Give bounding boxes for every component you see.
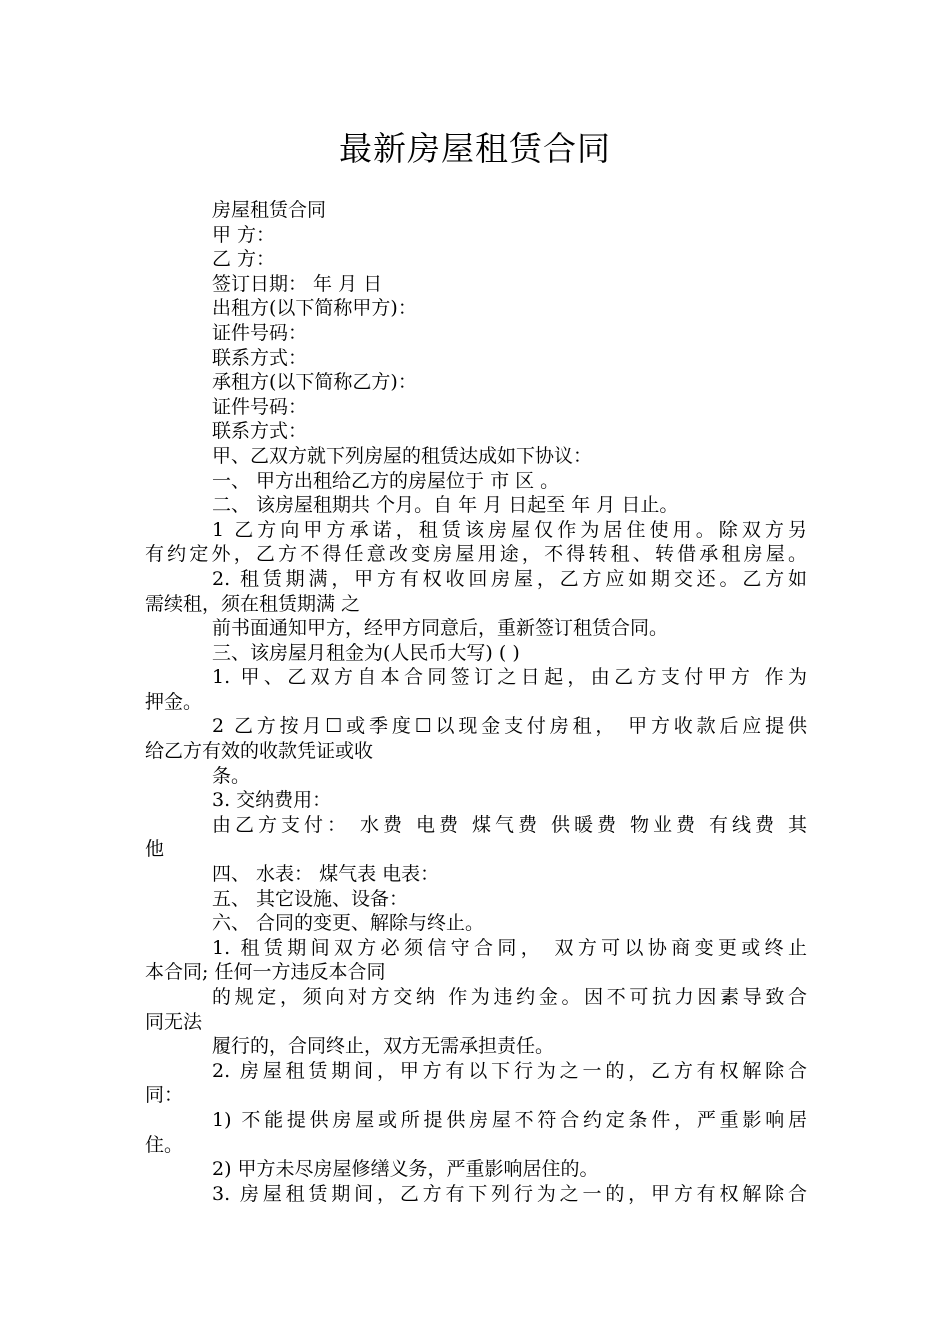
clause-1-line: 一、 甲方出租给乙方的房屋位于 市 区 。: [212, 469, 560, 492]
clause-6-item-2-sub-1-line: 1) 不能提供房屋或所提供房屋不符合约定条件，严重影响居: [212, 1108, 807, 1131]
signing-date-line: 签订日期： 年 月 日: [212, 272, 383, 295]
fees-list-line: 由乙方支付： 水费 电费 煤气费 供暖费 物业费 有线费 其: [212, 813, 807, 836]
clause-3-item-2-line: 2 乙方按月☐或季度☐以现金支付房租， 甲方收款后应提供: [212, 715, 807, 738]
contract-body: [145, 198, 807, 1206]
party-a-line: 甲 方：: [212, 223, 276, 246]
clause-6-item-1-cont2-line: 的规定，须向对方交纳 作为违约金。因不可抗力因素导致合: [212, 986, 807, 1008]
clause-6-item-1-cont3-line: 同无法: [145, 1010, 203, 1033]
lessee-line: 承租方(以下简称乙方)：: [212, 371, 417, 394]
clause-3-line: 三、该房屋月租金为(人民币大写) ( ): [212, 641, 520, 664]
clause-2-item-2-line: 2. 租赁期满，甲方有权收回房屋，乙方应如期交还。乙方如: [212, 567, 807, 590]
clause-6-line: 六、 合同的变更、解除与终止。: [212, 912, 485, 935]
clause-6-item-3-line: 3. 房屋租赁期间，乙方有下列行为之一的，甲方有权解除合: [212, 1182, 807, 1205]
clause-4-line: 四、 水表： 煤气表 电表：: [212, 863, 440, 886]
clause-3-item-1-cont-line: 押金。: [145, 690, 203, 713]
clause-5-line: 五、 其它设施、设备：: [212, 887, 409, 910]
clause-6-item-1-cont4-line: 履行的，合同终止，双方无需承担责任。: [212, 1035, 555, 1058]
clause-3-item-2-cont-line: 给乙方有效的收款凭证或收: [145, 740, 374, 763]
subtitle-line: 房屋租赁合同: [212, 199, 327, 221]
clause-2-line: 二、 该房屋租期共 个月。自 年 月 日起至 年 月 日止。: [212, 494, 679, 517]
page-title: 最新房屋租赁合同: [339, 129, 611, 168]
clause-6-item-2-sub-1-cont-line: 住。: [145, 1133, 184, 1156]
lessor-line: 出租方(以下简称甲方)：: [212, 297, 417, 320]
lessor-contact-line: 联系方式：: [212, 346, 308, 369]
clause-6-item-2-cont-line: 同：: [145, 1084, 184, 1107]
lessee-id-line: 证件号码：: [212, 395, 308, 418]
clause-6-item-2-line: 2. 房屋租赁期间，甲方有以下行为之一的，乙方有权解除合: [212, 1059, 807, 1082]
fees-list-cont-line: 他: [145, 838, 165, 861]
clause-6-item-1-line: 1. 租赁期间双方必须信守合同， 双方可以协商变更或终止: [212, 936, 807, 959]
clause-6-item-2-sub-2-line: 2) 甲方未尽房屋修缮义务，严重影响居住的。: [212, 1158, 599, 1181]
lessor-id-line: 证件号码：: [212, 321, 308, 344]
clause-2-item-1-line: 1 乙方向甲方承诺，租赁该房屋仅作为居住使用。除双方另: [212, 518, 807, 541]
agreement-intro-line: 甲、乙双方就下列房屋的租赁达成如下协议：: [212, 444, 593, 467]
clause-3-item-2-cont2-line: 条。: [212, 764, 251, 787]
clause-2-item-1-cont-line: 有约定外，乙方不得任意改变房屋用途，不得转租、转借承租房屋。: [145, 543, 807, 566]
clause-2-item-2-cont2-line: 前书面通知甲方，经甲方同意后，重新签订租赁合同。: [212, 617, 669, 640]
party-b-line: 乙 方：: [212, 248, 276, 271]
clause-3-item-3-line: 3. 交纳费用：: [212, 789, 332, 812]
clause-2-item-2-cont-line: 需续租，须在租赁期满 之: [145, 592, 361, 615]
clause-3-item-1-line: 1. 甲、乙双方自本合同签订之日起，由乙方支付甲方 作为: [212, 666, 807, 689]
lessee-contact-line: 联系方式：: [212, 420, 308, 443]
clause-6-item-1-cont-line: 本合同; 任何一方违反本合同: [145, 961, 386, 984]
